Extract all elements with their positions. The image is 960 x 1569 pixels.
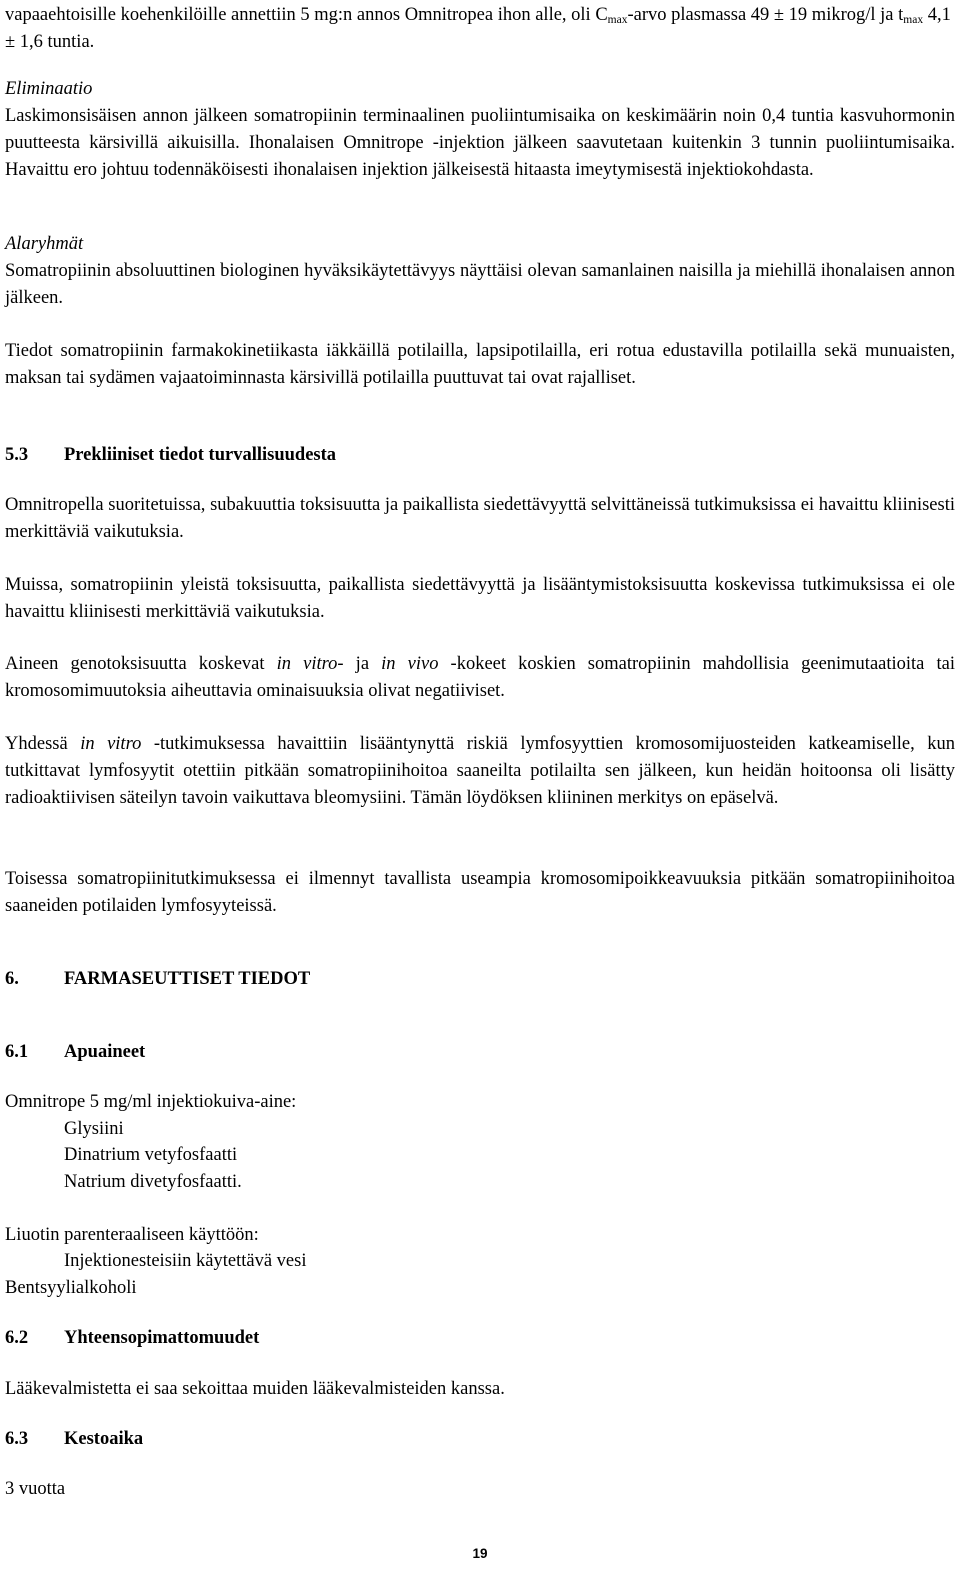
section-6-2-heading: 6.2 Yhteensopimattomuudet bbox=[5, 1328, 260, 1348]
excipient-item: Glysiini bbox=[64, 1119, 124, 1139]
elimination-heading: Eliminaatio bbox=[5, 79, 93, 99]
page-number: 19 bbox=[472, 1546, 488, 1561]
incompatibilities-text: Lääkevalmistetta ei saa sekoittaa muiden lääkevalmisteiden kanssa. bbox=[5, 1379, 505, 1399]
subgroups-paragraph: Somatropiinin absoluuttinen biologinen hyväksikäytettävyys näyttäisi olevan samanlainen naisilla ja miehillä ihonalaisen annon jälkeen. bbox=[5, 261, 955, 308]
solvent-extra: Bentsyylialkoholi bbox=[5, 1278, 137, 1298]
intro-paragraph: vapaaehtoisille koehenkilöille annettiin 5 mg:n annos Omnitropea ihon alle, oli $C_{max}$-arvo plasmassa 49 ± 19 mikrog/l ja $t_{max}$ 4,1 ± 1,6 tuntia. bbox=[5, 5, 951, 52]
elimination-paragraph: Laskimonsisäisen annon jälkeen somatropiinin terminaalinen puoliintumisaika on keskimäärin noin 0,4 tuntia kasvuhormonin puutteesta kärsivillä aikuisilla. Ihonalaisen Omnitrope -injektion jälkeen saavutetaan kuitenkin 3 tunnin puoliintumisaika. Havaittu ero johtuu todennäköisesti ihonalaisen injektion jälkeisestä hitaasta imeytymisestä injektiokohdasta. bbox=[5, 106, 955, 180]
preclinical-paragraph-4: Yhdessä in vitro -tutkimuksessa havaittiin lisääntynyttä riskiä lymfosyyttien kromosomijuosteiden katkeamiselle, kun tutkittavat lymfosyytit otettiin pitkään somatropiinihoitoa saaneilta potilailta sen jälkeen, kun heidän hoitoonsa oli lisätty radioaktiivisen säteilyn tavoin vaikuttava bleomysiini. Tämän löydöksen kliininen merkitys on epäselvä. bbox=[5, 734, 955, 808]
solvent-label: Liuotin parenteraaliseen käyttöön: bbox=[5, 1225, 259, 1245]
section-6-heading: 6. FARMASEUTTISET TIEDOT bbox=[5, 969, 311, 989]
shelf-life-text: 3 vuotta bbox=[5, 1479, 66, 1499]
powder-label: Omnitrope 5 mg/ml injektiokuiva-aine: bbox=[5, 1092, 297, 1112]
preclinical-paragraph-5: Toisessa somatropiinitutkimuksessa ei ilmennyt tavallista useampia kromosomipoikkeavuuksia pitkään somatropiinihoitoa saaneiden potilaiden lymfosyyteissä. bbox=[5, 869, 955, 916]
excipient-item: Natrium divetyfosfaatti. bbox=[64, 1172, 242, 1192]
excipient-item: Dinatrium vetyfosfaatti bbox=[64, 1145, 238, 1165]
preclinical-paragraph-2: Muissa, somatropiinin yleistä toksisuutta, paikallista siedettävyyttä ja lisääntymistoksisuutta koskevissa tutkimuksissa ei ole havaittu kliinisesti merkittäviä vaikutuksia. bbox=[5, 575, 955, 622]
preclinical-paragraph-3: Aineen genotoksisuutta koskevat in vitro- ja in vivo -kokeet koskien somatropiinin mahdollisia geenimutaatioita tai kromosomimuutoksia aiheuttavia ominaisuuksia olivat negatiiviset. bbox=[5, 654, 955, 701]
section-6-3-heading: 6.3 Kestoaika bbox=[5, 1429, 144, 1449]
subgroups-heading: Alaryhmät bbox=[5, 234, 84, 254]
preclinical-paragraph-1: Omnitropella suoritetuissa, subakuuttia toksisuutta ja paikallista siedettävyyttä selvittäneissä tutkimuksissa ei havaittu kliinisesti merkittäviä vaikutuksia. bbox=[5, 495, 955, 542]
section-6-1-heading: 6.1 Apuaineet bbox=[5, 1042, 146, 1062]
solvent-item: Injektionesteisiin käytettävä vesi bbox=[64, 1251, 307, 1271]
section-5-3-heading: 5.3 Prekliiniset tiedot turvallisuudesta bbox=[5, 445, 337, 465]
special-populations-paragraph: Tiedot somatropiinin farmakokinetiikasta iäkkäillä potilailla, lapsipotilailla, eri rotua edustavilla potilailla sekä munuaisten, maksan tai sydämen vajaatoiminnasta kärsivillä potilailla puuttuvat tai ovat rajalliset. bbox=[5, 341, 955, 388]
